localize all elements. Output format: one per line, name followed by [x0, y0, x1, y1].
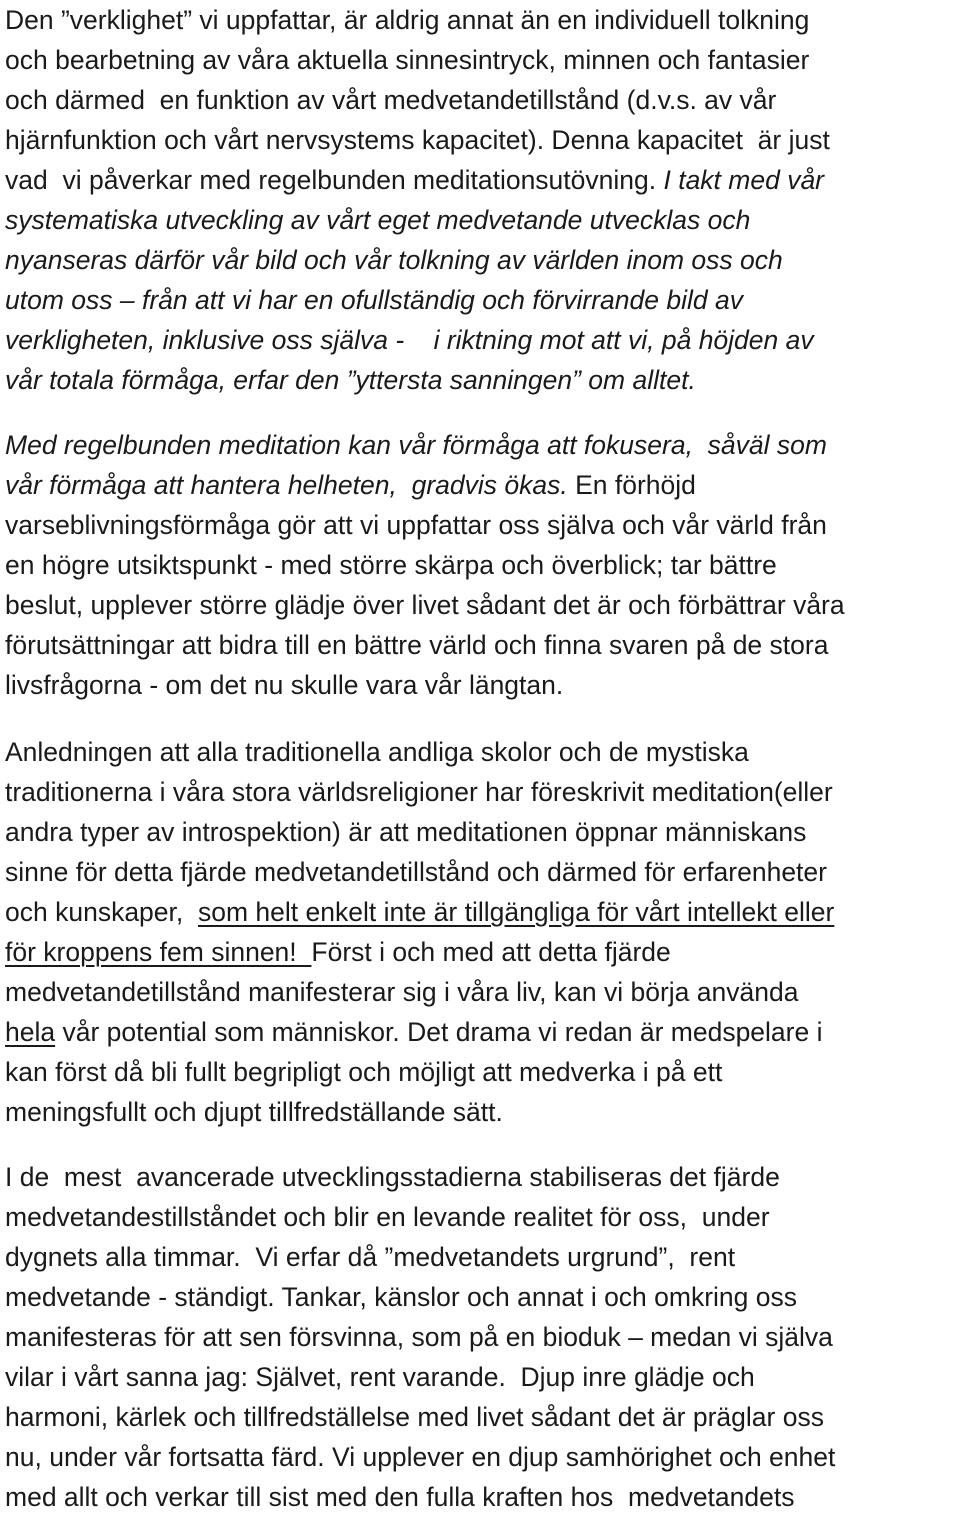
- text-line: [5, 1397, 960, 1437]
- underlined-text: hela: [5, 1017, 56, 1047]
- text-line: [5, 505, 960, 545]
- text-line: [5, 320, 960, 360]
- text-segment: hjärnfunktion och vårt nervsystems kapacitet). Denna kapacitet är just: [5, 125, 830, 155]
- text-line: [5, 972, 960, 1012]
- italic-text: vår totala förmåga, erfar den ”yttersta sanningen” om alltet.: [5, 365, 696, 395]
- text-line: [5, 425, 960, 465]
- paragraph-3: [5, 732, 960, 1132]
- text-line: [5, 80, 960, 120]
- text-line: [5, 545, 960, 585]
- paragraph-gap: [5, 1132, 960, 1157]
- text-line: [5, 932, 960, 972]
- text-line: [5, 812, 960, 852]
- text-line: [5, 625, 960, 665]
- text-segment: vilar i vårt sanna jag: Självet, rent varande. Djup inre glädje och: [5, 1362, 755, 1392]
- text-segment: förutsättningar att bidra till en bättre värld och finna svaren på de stora: [5, 630, 829, 660]
- text-segment: medvetandestillståndet och blir en levande realitet för oss, under: [5, 1202, 770, 1232]
- italic-text: Med regelbunden meditation kan vår förmåga att fokusera, såväl som: [5, 430, 827, 460]
- text-segment: dygnets alla timmar. Vi erfar då ”medvetandets urgrund”, rent: [5, 1242, 736, 1272]
- text-segment: medvetande - ständigt. Tankar, känslor och annat i och omkring oss: [5, 1282, 798, 1312]
- text-segment: Den ”verklighet” vi uppfattar, är aldrig annat än en individuell tolkning: [5, 5, 810, 35]
- text-segment: medvetandetillstånd manifesterar sig i våra liv, kan vi börja använda: [5, 977, 799, 1007]
- text-segment: med allt och verkar till sist med den fulla kraften hos medvetandets: [5, 1482, 795, 1512]
- text-line: [5, 1237, 960, 1277]
- text-line: [5, 732, 960, 772]
- text-line: [5, 280, 960, 320]
- text-segment: Först i och med att detta fjärde: [311, 937, 671, 967]
- text-line: [5, 772, 960, 812]
- underlined-text: som helt enkelt inte är tillgängliga för vårt intellekt eller: [197, 897, 835, 927]
- text-line: [5, 200, 960, 240]
- italic-text: I takt med vår: [663, 165, 825, 195]
- text-line: [5, 1197, 960, 1237]
- text-line: [5, 1012, 960, 1052]
- text-segment: kan först då bli fullt begripligt och möjligt att medverka i på ett: [5, 1057, 723, 1087]
- text-line: [5, 1317, 960, 1357]
- text-line: [5, 1092, 960, 1132]
- text-line: [5, 852, 960, 892]
- text-segment: Anledningen att alla traditionella andliga skolor och de mystiska: [5, 737, 749, 767]
- text-segment: livsfrågorna - om det nu skulle vara vår längtan.: [5, 670, 564, 700]
- text-line: [5, 1277, 960, 1317]
- text-line: [5, 120, 960, 160]
- italic-text: vår förmåga att hantera helheten, gradvis ökas.: [5, 470, 568, 500]
- text-line: [5, 360, 960, 400]
- text-line: [5, 240, 960, 280]
- text-segment: och därmed en funktion av vårt medvetandetillstånd (d.v.s. av vår: [5, 85, 777, 115]
- italic-text: utom oss – från att vi har en ofullständig och förvirrande bild av: [5, 285, 743, 315]
- text-line: [5, 665, 960, 705]
- text-segment: I de mest avancerade utvecklingsstadierna stabiliseras det fjärde: [5, 1162, 780, 1192]
- text-line: [5, 0, 960, 40]
- text-line: [5, 1157, 960, 1197]
- text-segment: andra typer av introspektion) är att meditationen öppnar människans: [5, 817, 807, 847]
- document-page: [5, 0, 960, 1517]
- text-segment: sinne för detta fjärde medvetandetillstånd och därmed för erfarenheter: [5, 857, 827, 887]
- text-segment: beslut, upplever större glädje över livet sådant det är och förbättrar våra: [5, 590, 845, 620]
- paragraph-gap: [5, 400, 960, 425]
- text-line: [5, 160, 960, 200]
- text-segment: harmoni, kärlek och tillfredställelse med livet sådant det är präglar oss: [5, 1402, 824, 1432]
- text-line: [5, 1437, 960, 1477]
- italic-text: verkligheten, inklusive oss själva - i riktning mot att vi, på höjden av: [5, 325, 814, 355]
- italic-text: systematiska utveckling av vårt eget medvetande utvecklas och: [5, 205, 751, 235]
- text-line: [5, 1357, 960, 1397]
- text-segment: traditionerna i våra stora världsreligioner har föreskrivit meditation(eller: [5, 777, 833, 807]
- text-segment: En förhöjd: [567, 470, 696, 500]
- text-segment: manifesteras för att sen försvinna, som på en bioduk – medan vi själva: [5, 1322, 833, 1352]
- text-segment: vad vi påverkar med regelbunden meditationsutövning.: [5, 165, 664, 195]
- text-segment: meningsfullt och djupt tillfredställande sätt.: [5, 1097, 503, 1127]
- text-line: [5, 465, 960, 505]
- text-line: [5, 892, 960, 932]
- text-segment: nu, under vår fortsatta färd. Vi upplever en djup samhörighet och enhet: [5, 1442, 836, 1472]
- underlined-text: för kroppens fem sinnen!: [5, 937, 312, 967]
- text-line: [5, 1477, 960, 1517]
- paragraph-4: [5, 1157, 960, 1517]
- text-line: [5, 585, 960, 625]
- text-segment: och kunskaper,: [5, 897, 198, 927]
- paragraph-gap: [5, 705, 960, 732]
- paragraph-2: [5, 425, 960, 705]
- italic-text: nyanseras därför vår bild och vår tolkning av världen inom oss och: [5, 245, 783, 275]
- paragraph-1: [5, 0, 960, 400]
- text-line: [5, 1052, 960, 1092]
- text-segment: en högre utsiktspunkt - med större skärpa och överblick; tar bättre: [5, 550, 777, 580]
- text-segment: vår potential som människor. Det drama vi redan är medspelare i: [55, 1017, 823, 1047]
- text-segment: och bearbetning av våra aktuella sinnesintryck, minnen och fantasier: [5, 45, 810, 75]
- text-segment: varseblivningsförmåga gör att vi uppfattar oss själva och vår värld från: [5, 510, 827, 540]
- text-line: [5, 40, 960, 80]
